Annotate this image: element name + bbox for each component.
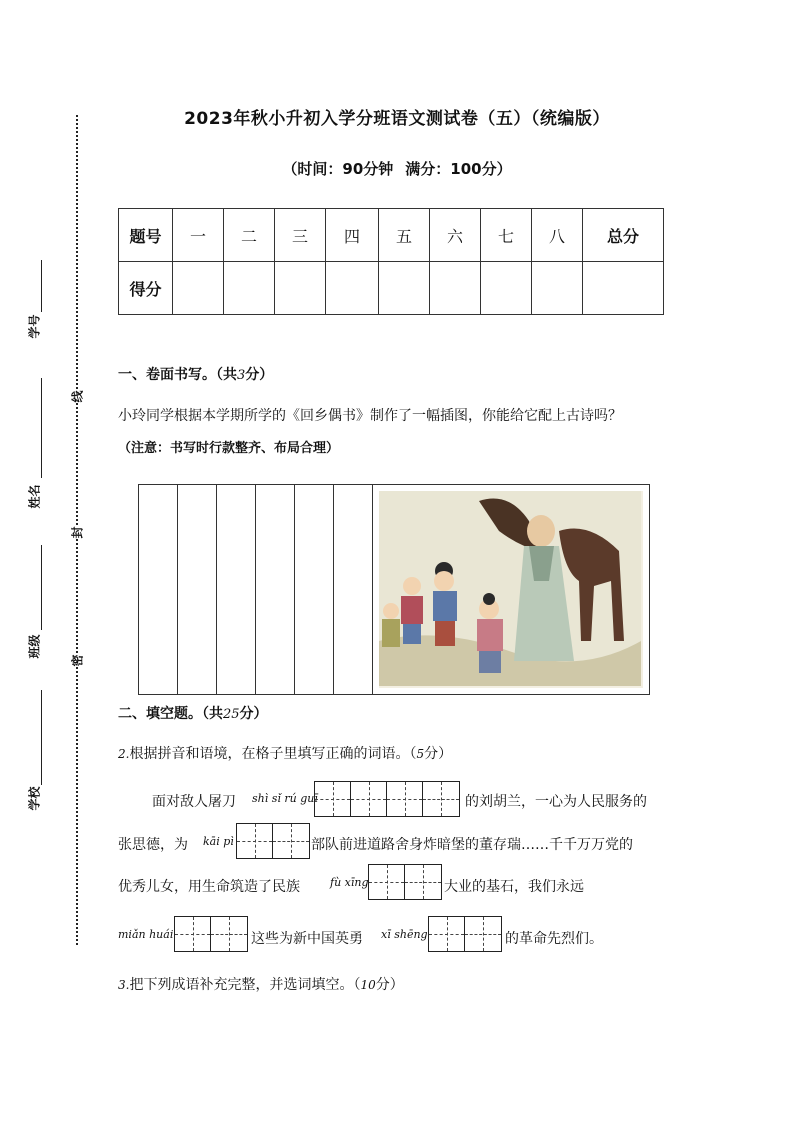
question-2 — [118, 743, 452, 763]
score-input-cell[interactable] — [532, 262, 583, 315]
score-input-cell[interactable] — [224, 262, 275, 315]
question-3 — [118, 974, 404, 994]
fill-box-5[interactable] — [428, 916, 502, 952]
question-3-text-end: 分） — [375, 977, 404, 993]
pinyin-hint-5: xī shēng — [381, 928, 428, 941]
section2-heading — [118, 703, 268, 723]
section2-points: 25 — [223, 707, 240, 722]
section1-note: （注意：书写时行款整齐、布局合理） — [118, 441, 340, 456]
char-cell[interactable] — [237, 824, 273, 858]
pinyin-hint-2: kāi pì — [203, 835, 234, 848]
school-line[interactable] — [41, 690, 42, 785]
question-3-number: 3. — [118, 978, 130, 992]
fill-box-1[interactable] — [314, 781, 460, 817]
question-2-text: 根据拼音和语境，在格子里填写正确的词语。（ — [129, 746, 417, 762]
section1-heading — [118, 364, 273, 384]
fill-box-3[interactable] — [368, 864, 442, 900]
table-cell: 二 — [224, 209, 275, 262]
exam-info — [0, 158, 794, 179]
name-line[interactable] — [41, 378, 42, 478]
question-2-points: 5 — [416, 747, 425, 761]
table-cell: 五 — [379, 209, 430, 262]
char-cell[interactable] — [423, 782, 459, 816]
char-cell[interactable] — [405, 865, 441, 899]
time-info: （时间：90分钟 — [282, 160, 394, 178]
question-2-number: 2. — [118, 747, 130, 761]
poem-writing-column[interactable] — [256, 485, 295, 694]
score-input-cell[interactable] — [583, 262, 664, 315]
school-label: 学校 — [27, 786, 42, 811]
pinyin-hint-1: shì sǐ rú guī — [252, 792, 318, 805]
fill-line3-text-b: 大业的基石，我们永远 — [444, 879, 584, 895]
score-input-cell[interactable] — [275, 262, 326, 315]
char-cell[interactable] — [315, 782, 351, 816]
table-cell: 总分 — [583, 209, 664, 262]
score-input-cell[interactable] — [326, 262, 379, 315]
score-table-header-row — [119, 209, 664, 262]
fill-line1-text-b: 的刘胡兰，一心为人民服务的 — [465, 794, 647, 810]
char-cell[interactable] — [429, 917, 465, 951]
seal-secret-char: 密 — [67, 654, 88, 666]
fill-line4-text-a: 这些为新中国英勇 — [251, 931, 363, 947]
score-input-cell[interactable] — [379, 262, 430, 315]
section1-heading-end: 分） — [245, 367, 274, 383]
table-cell: 八 — [532, 209, 583, 262]
seal-line-char: 线 — [67, 390, 88, 402]
fill-line1-text-a: 面对敌人屠刀 — [152, 794, 236, 810]
fill-box-4[interactable] — [174, 916, 248, 952]
table-cell: 题号 — [119, 209, 173, 262]
name-label: 姓名 — [27, 484, 42, 509]
question-3-text: 把下列成语补充完整，并选词填空。（ — [129, 977, 361, 993]
score-input-cell[interactable] — [430, 262, 481, 315]
seal-seal-char: 封 — [67, 526, 88, 538]
section1-heading-text: 一、卷面书写。（共 — [118, 367, 237, 383]
score-input-cell[interactable] — [173, 262, 224, 315]
fill-line2-text-a: 张思德，为 — [118, 837, 188, 853]
fill-box-2[interactable] — [236, 823, 310, 859]
poem-writing-column[interactable] — [139, 485, 178, 694]
page-title: 2023年秋小升初入学分班语文测试卷（五）（统编版） — [184, 109, 610, 129]
student-id-line[interactable] — [41, 260, 42, 312]
section2-heading-text: 二、填空题。（共 — [118, 706, 223, 722]
poem-writing-column[interactable] — [178, 485, 217, 694]
question-2-text-end: 分） — [424, 746, 453, 762]
class-label: 班级 — [27, 634, 42, 659]
pinyin-hint-3: fù xīng — [330, 876, 369, 889]
section1-points: 3 — [237, 368, 246, 383]
char-cell[interactable] — [351, 782, 387, 816]
table-cell: 六 — [430, 209, 481, 262]
full-score-info: 满分：100分） — [405, 160, 512, 178]
table-cell: 七 — [481, 209, 532, 262]
score-table — [118, 208, 664, 315]
fill-line2-text-b: 部队前进道路舍身炸暗堡的董存瑞……千千万万党的 — [311, 837, 633, 853]
illustration-image — [379, 491, 641, 686]
table-cell: 四 — [326, 209, 379, 262]
table-cell: 一 — [173, 209, 224, 262]
poem-writing-column[interactable] — [217, 485, 256, 694]
student-id-label: 学号 — [27, 314, 42, 339]
poem-illustration — [379, 491, 643, 688]
fill-line3-text-a: 优秀儿女，用生命筑造了民族 — [118, 879, 300, 895]
char-cell[interactable] — [175, 917, 211, 951]
score-input-cell[interactable] — [481, 262, 532, 315]
char-cell[interactable] — [387, 782, 423, 816]
section2-heading-end: 分） — [239, 706, 268, 722]
char-cell[interactable] — [465, 917, 501, 951]
table-cell: 得分 — [119, 262, 173, 315]
score-table-score-row — [119, 262, 664, 315]
class-line[interactable] — [41, 545, 42, 630]
table-cell: 三 — [275, 209, 326, 262]
char-cell[interactable] — [273, 824, 309, 858]
poem-writing-area — [138, 484, 650, 695]
poem-writing-column[interactable] — [334, 485, 373, 694]
char-cell[interactable] — [369, 865, 405, 899]
fill-line4-text-b: 的革命先烈们。 — [505, 931, 603, 947]
poem-writing-column[interactable] — [295, 485, 334, 694]
question-3-points: 10 — [360, 978, 376, 992]
pinyin-hint-4: miǎn huái — [118, 928, 174, 941]
char-cell[interactable] — [211, 917, 247, 951]
section1-prompt: 小玲同学根据本学期所学的《回乡偶书》制作了一幅插图，你能给它配上古诗吗？ — [118, 408, 622, 424]
